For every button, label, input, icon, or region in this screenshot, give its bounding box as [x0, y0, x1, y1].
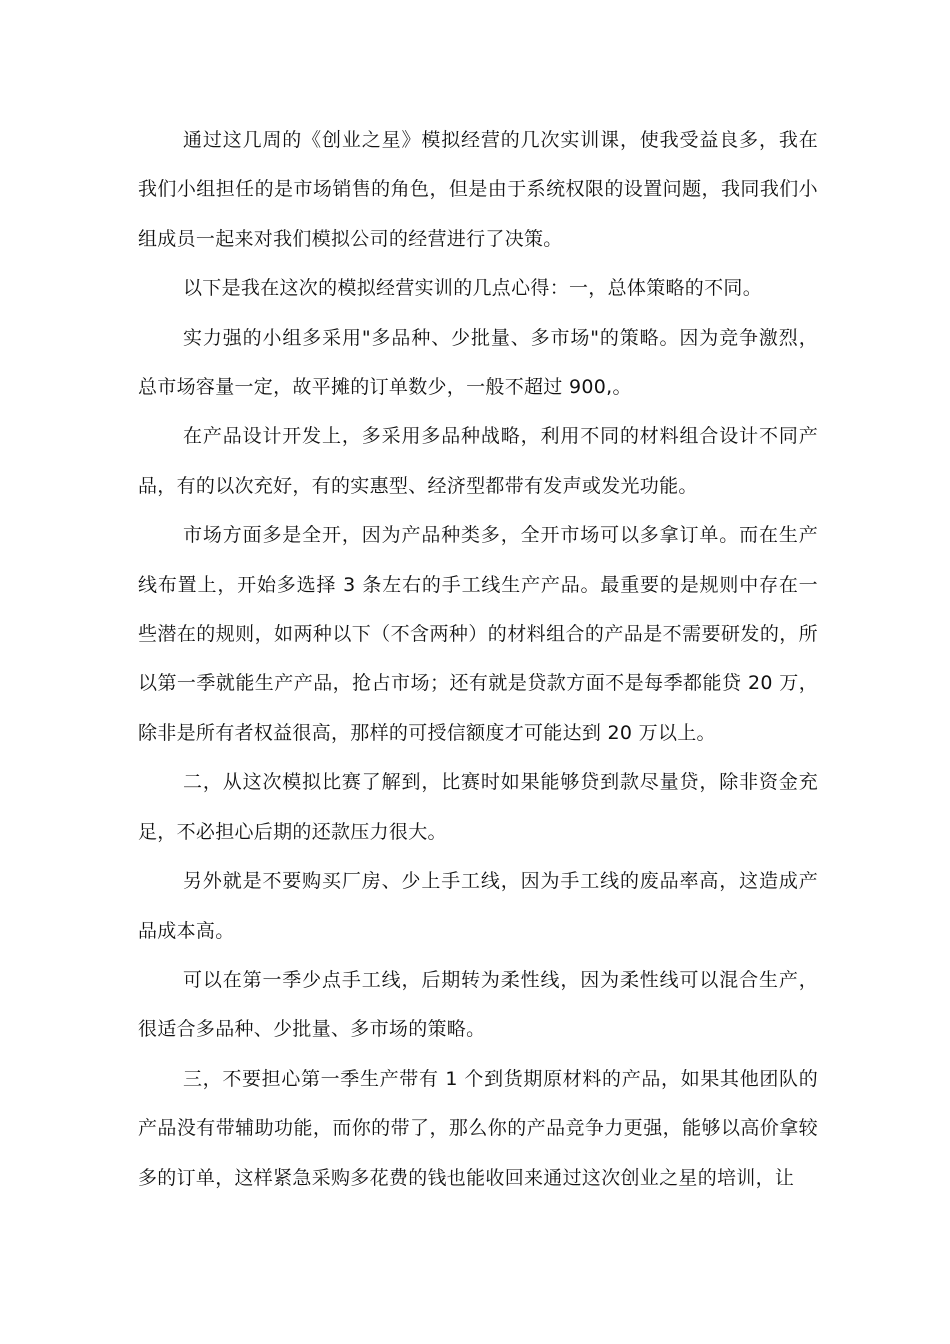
paragraph-9: 三，不要担心第一季生产带有 1 个到货期原材料的产品，如果其他团队的产品没有带辅助功能，而你的带了，那么你的产品竞争力更强，能够以高价拿较多的订单，这样紧急采购多花费的钱也能收回来通过这次创业之星的培训，让: [138, 1067, 818, 1189]
paragraph-2: 以下是我在这次的模拟经营实训的几点心得：一，总体策略的不同。: [183, 277, 763, 300]
document-body: [138, 116, 818, 1203]
paragraph-4: 在产品设计开发上，多采用多品种战略，利用不同的材料组合设计不同产品，有的以次充好，有的实惠型、经济型都带有发声或发光功能。: [138, 425, 818, 497]
paragraph-7: 另外就是不要购买厂房、少上手工线，因为手工线的废品率高，这造成产品成本高。: [138, 870, 818, 942]
paragraph-5: 市场方面多是全开，因为产品种类多，全开市场可以多拿订单。而在生产线布置上，开始多选择 3 条左右的手工线生产产品。最重要的是规则中存在一些潜在的规则，如两种以下（不含两种）的材料组合的产品是不需要研发的，所以第一季就能生产产品，抢占市场；还有就是贷款方面不是每季都能贷 20 万，除非是所有者权益很高，那样的可授信额度才可能达到 20 万以上。: [138, 524, 818, 744]
paragraph-1: 通过这几周的《创业之星》模拟经营的几次实训课，使我受益良多，我在我们小组担任的是市场销售的角色，但是由于系统权限的设置问题，我同我们小组成员一起来对我们模拟公司的经营进行了决策。: [138, 129, 818, 250]
paragraph-8: 可以在第一季少点手工线，后期转为柔性线，因为柔性线可以混合生产，很适合多品种、少批量、多市场的策略。: [138, 968, 818, 1041]
paragraph-6: 二，从这次模拟比赛了解到，比赛时如果能够贷到款尽量贷，除非资金充足，不必担心后期的还款压力很大。: [138, 771, 818, 843]
paragraph-3: 实力强的小组多采用"多品种、少批量、多市场"的策略。因为竞争激烈，总市场容量一定，故平摊的订单数少，一般不超过 900,。: [138, 326, 818, 399]
